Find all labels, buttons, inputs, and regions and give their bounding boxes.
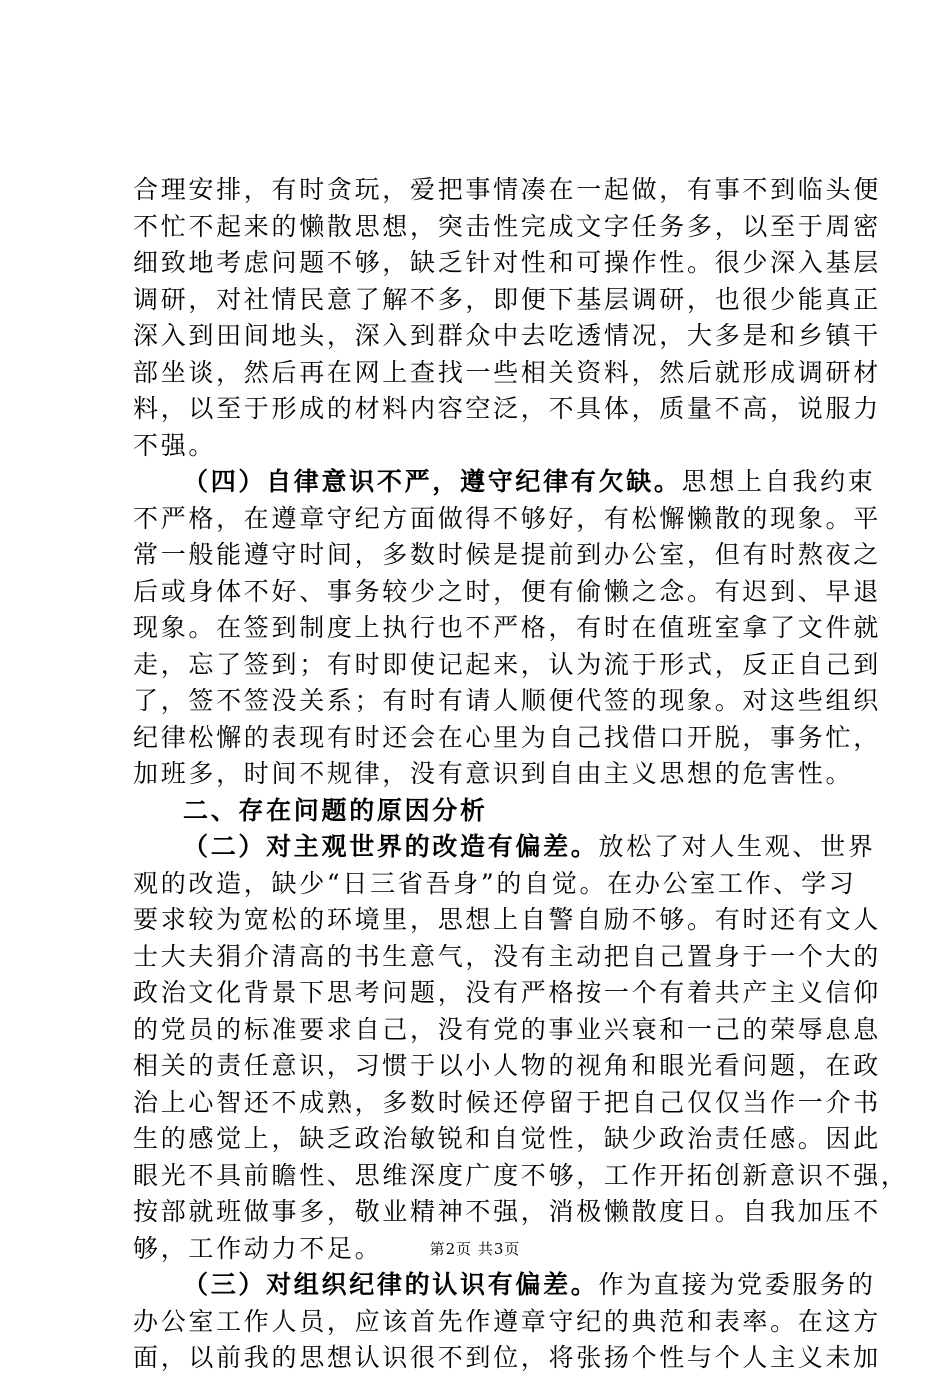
paragraph-first-line: [133, 464, 876, 501]
text-line: 不强。: [133, 430, 217, 460]
text-line: 要求较为宽松的环境里，思想上自警自励不够。有时还有文人: [133, 905, 881, 934]
section-4-heading: （四）自律意识不严，遵守纪律有欠缺。: [183, 467, 682, 496]
section-2-heading: （二）对主观世界的改造有偏差。: [183, 832, 599, 861]
text-line: 士大夫狷介清高的书生意气，没有主动把自己置身于一个大的: [133, 941, 881, 971]
text-line: 细致地考虑问题不够，缺乏针对性和可操作性。很少深入基层: [133, 248, 881, 277]
text-line: 现象。在签到制度上执行也不严格，有时在值班室拿了文件就: [133, 613, 881, 642]
text-line: 调研，对社情民意了解不多，即便下基层调研，也很少能真正: [133, 284, 881, 314]
text-line: 办公室工作人员，应该首先作遵章守纪的典范和表率。在这方: [133, 1306, 881, 1336]
paragraph-continuation: [133, 172, 881, 464]
section-4-text: 思想上自我约束: [681, 467, 876, 496]
paragraph-section-2: [133, 829, 909, 1267]
text-line: 生的感觉上，缺乏政治敏锐和自觉性，缺少政治责任感。因此: [133, 1124, 881, 1153]
text-line: 眼光不具前瞻性、思维深度广度不够，工作开拓创新意识不强，: [133, 1160, 909, 1190]
text-line: 面，以前我的思想认识很不到位，将张扬个性与个人主义未加: [133, 1343, 881, 1372]
text-line: 纪律松懈的表现有时还会在心里为自己找借口开脱，事务忙，: [133, 722, 881, 752]
text-line: 的党员的标准要求自己，没有党的事业兴衰和一己的荣辱息息: [133, 1014, 881, 1044]
section-3-heading: （三）对组织纪律的认识有偏差。: [183, 1270, 599, 1299]
section-2-text: 放松了对人生观、世界: [598, 832, 876, 861]
text-line: 不严格，在遵章守纪方面做得不够好，有松懈懒散的现象。平: [133, 503, 881, 533]
document-body: [133, 172, 909, 1377]
text-line: 部坐谈，然后再在网上查找一些相关资料，然后就形成调研材: [133, 357, 881, 387]
page-footer: 第2页 共3页: [429, 1240, 521, 1258]
text-line: 够，工作动力不足。: [133, 1233, 383, 1263]
text-line: 政治文化背景下思考问题，没有严格按一个有着共产主义信仰: [133, 978, 881, 1007]
section-3-text: 作为直接为党委服务的: [598, 1270, 876, 1299]
paragraph-first-line: [133, 1267, 876, 1304]
text-line: 后或身体不好、事务较少之时，便有偷懒之念。有迟到、早退: [133, 576, 881, 606]
text-line: 加班多，时间不规律，没有意识到自由主义思想的危害性。: [133, 759, 854, 788]
text-line: 观的改造，缺少“日三省吾身”的自觉。在办公室工作、学习: [133, 868, 857, 898]
text-line: 按部就班做事多，敬业精神不强，消极懒散度日。自我加压不: [133, 1197, 881, 1226]
paragraph-section-4: [133, 464, 881, 793]
paragraph-section-3: [133, 1267, 881, 1377]
paragraph-first-line: [133, 829, 876, 866]
text-line: 治上心智还不成熟，多数时候还停留于把自己仅仅当作一介书: [133, 1087, 881, 1117]
text-line: 深入到田间地头，深入到群众中去吃透情况，大多是和乡镇干: [133, 321, 881, 350]
text-line: 常一般能遵守时间，多数时候是提前到办公室，但有时熬夜之: [133, 540, 881, 569]
text-line: 了，签不签没关系；有时有请人顺便代签的现象。对这些组织: [133, 686, 881, 715]
text-line: 走，忘了签到；有时即使记起来，认为流于形式，反正自己到: [133, 649, 881, 679]
text-line: 相关的责任意识，习惯于以小人物的视角和眼光看问题，在政: [133, 1051, 881, 1080]
text-line: 不忙不起来的懒散思想，突击性完成文字任务多，以至于周密: [133, 211, 881, 241]
text-line: 料，以至于形成的材料内容空泛，不具体，质量不高，说服力: [133, 394, 881, 423]
text-line: 合理安排，有时贪玩，爱把事情凑在一起做，有事不到临头便: [133, 175, 881, 204]
section-title: 二、存在问题的原因分析: [183, 795, 488, 825]
